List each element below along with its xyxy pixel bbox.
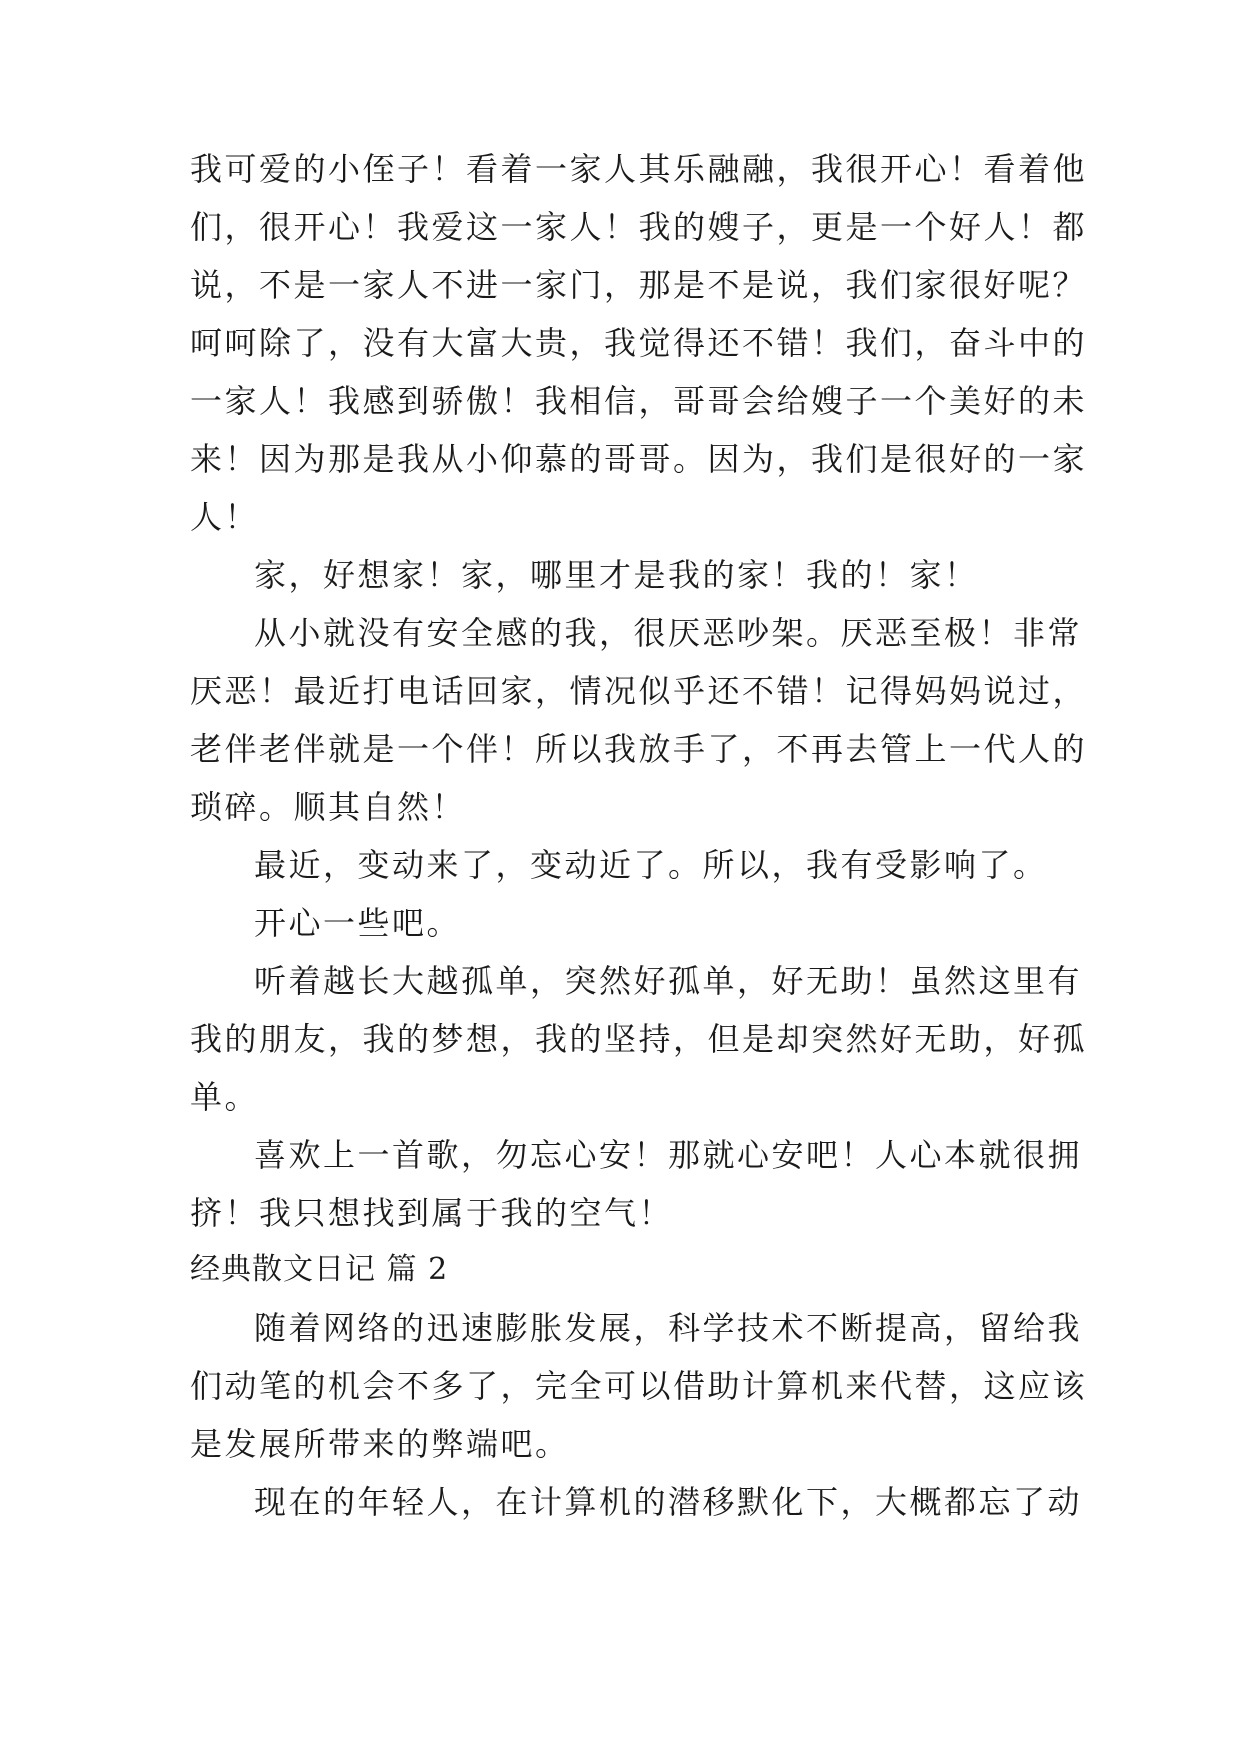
paragraph-first-line: 听着越长大越孤单，突然好孤单，好无助！虽然这里有 — [254, 962, 1083, 1000]
text-line: 挤！我只想找到属于我的空气！ — [190, 1194, 674, 1232]
text-line: 一家人！我感到骄傲！我相信，哥哥会给嫂子一个美好的未 — [190, 382, 1088, 420]
paragraph-first-line: 开心一些吧。 — [254, 904, 462, 942]
text-line: 说，不是一家人不进一家门，那是不是说，我们家很好呢？ — [190, 266, 1088, 304]
text-line: 老伴老伴就是一个伴！所以我放手了，不再去管上一代人的 — [190, 730, 1088, 768]
text-line: 们，很开心！我爱这一家人！我的嫂子，更是一个好人！都 — [190, 208, 1088, 246]
section-heading: 经典散文日记 篇 2 — [190, 1252, 449, 1287]
text-line: 厌恶！最近打电话回家，情况似乎还不错！记得妈妈说过， — [190, 672, 1088, 710]
paragraph-first-line: 从小就没有安全感的我，很厌恶吵架。厌恶至极！非常 — [254, 614, 1083, 652]
text-line: 来！因为那是我从小仰慕的哥哥。因为，我们是很好的一家 — [190, 440, 1088, 478]
paragraph-first-line: 现在的年轻人，在计算机的潜移默化下，大概都忘了动 — [254, 1483, 1083, 1521]
text-line: 呵呵除了，没有大富大贵，我觉得还不错！我们，奋斗中的 — [190, 324, 1088, 362]
text-line: 琐碎。顺其自然！ — [190, 788, 467, 826]
text-line: 单。 — [190, 1078, 260, 1116]
text-line: 我的朋友，我的梦想，我的坚持，但是却突然好无助，好孤 — [190, 1020, 1088, 1058]
paragraph-first-line: 最近，变动来了，变动近了。所以，我有受影响了。 — [254, 846, 1048, 884]
paragraph-first-line: 随着网络的迅速膨胀发展，科学技术不断提高，留给我 — [254, 1309, 1083, 1347]
text-line: 人！ — [190, 498, 260, 536]
text-line: 们动笔的机会不多了，完全可以借助计算机来代替，这应该 — [190, 1367, 1088, 1405]
paragraph-first-line: 喜欢上一首歌，勿忘心安！那就心安吧！人心本就很拥 — [254, 1136, 1083, 1174]
text-line: 是发展所带来的弊端吧。 — [190, 1425, 570, 1463]
paragraph-first-line: 家，好想家！家，哪里才是我的家！我的！家！ — [254, 556, 979, 594]
text-line: 我可爱的小侄子！看着一家人其乐融融，我很开心！看着他 — [190, 150, 1088, 188]
